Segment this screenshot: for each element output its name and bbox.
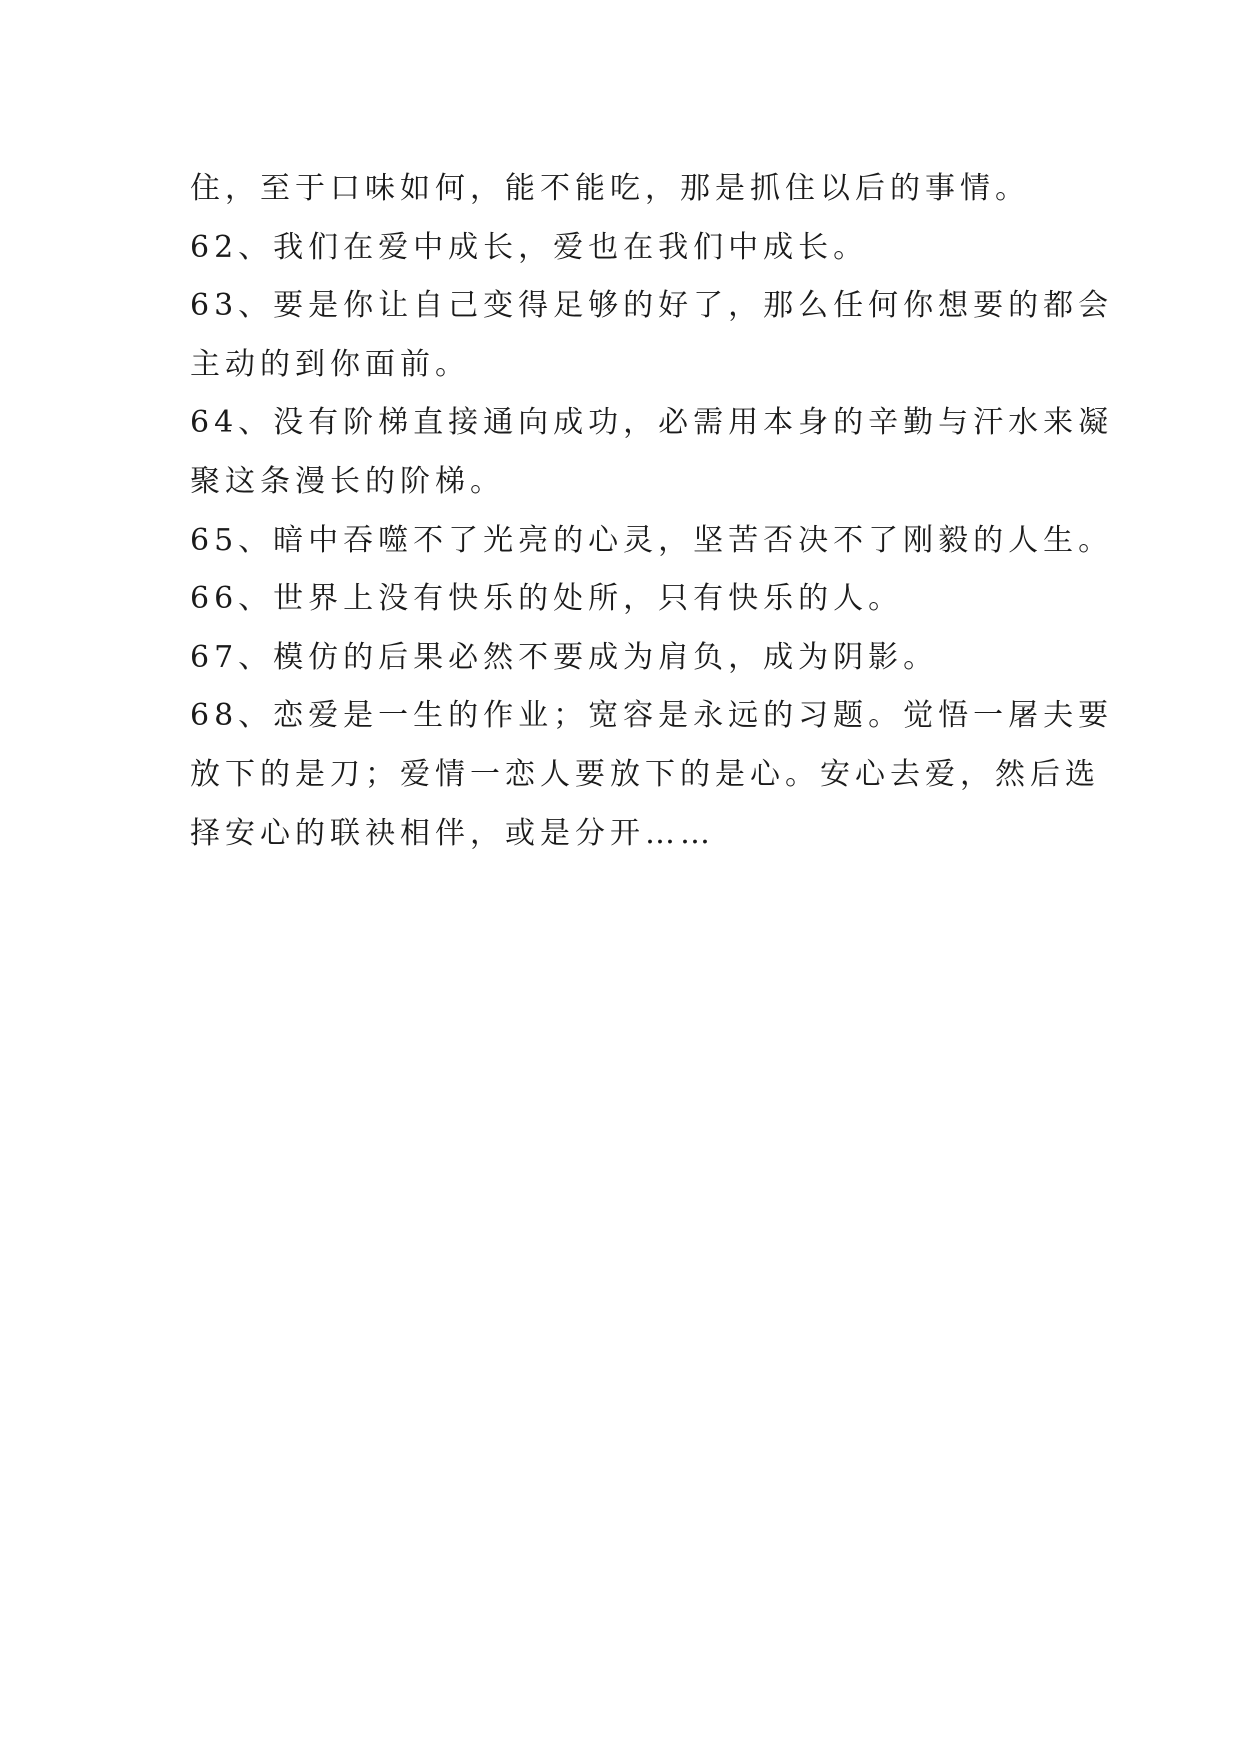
text-line: 聚这条漫长的阶梯。	[190, 463, 505, 499]
text-line: 64、没有阶梯直接通向成功，必需用本身的辛勤与汗水来凝	[190, 405, 1114, 441]
text-line: 63、要是你让自己变得足够的好了，那么任何你想要的都会	[190, 288, 1114, 324]
text-line: 65、暗中吞噬不了光亮的心灵，坚苦否决不了刚毅的人生。	[190, 522, 1114, 558]
text-line: 放下的是刀；爱情一恋人要放下的是心。安心去爱，然后选	[190, 756, 1100, 792]
text-line: 住，至于口味如何，能不能吃，那是抓住以后的事情。	[190, 171, 1030, 206]
text-line: 67、模仿的后果必然不要成为肩负，成为阴影。	[190, 639, 939, 675]
text-line: 主动的到你面前。	[190, 346, 470, 382]
text-line: 66、世界上没有快乐的处所，只有快乐的人。	[190, 581, 904, 617]
document-body	[190, 160, 1114, 863]
text-line: 择安心的联袂相伴，或是分开……	[190, 815, 715, 851]
text-line: 62、我们在爱中成长，爱也在我们中成长。	[190, 229, 869, 265]
text-line: 68、恋爱是一生的作业；宽容是永远的习题。觉悟一屠夫要	[190, 698, 1114, 734]
